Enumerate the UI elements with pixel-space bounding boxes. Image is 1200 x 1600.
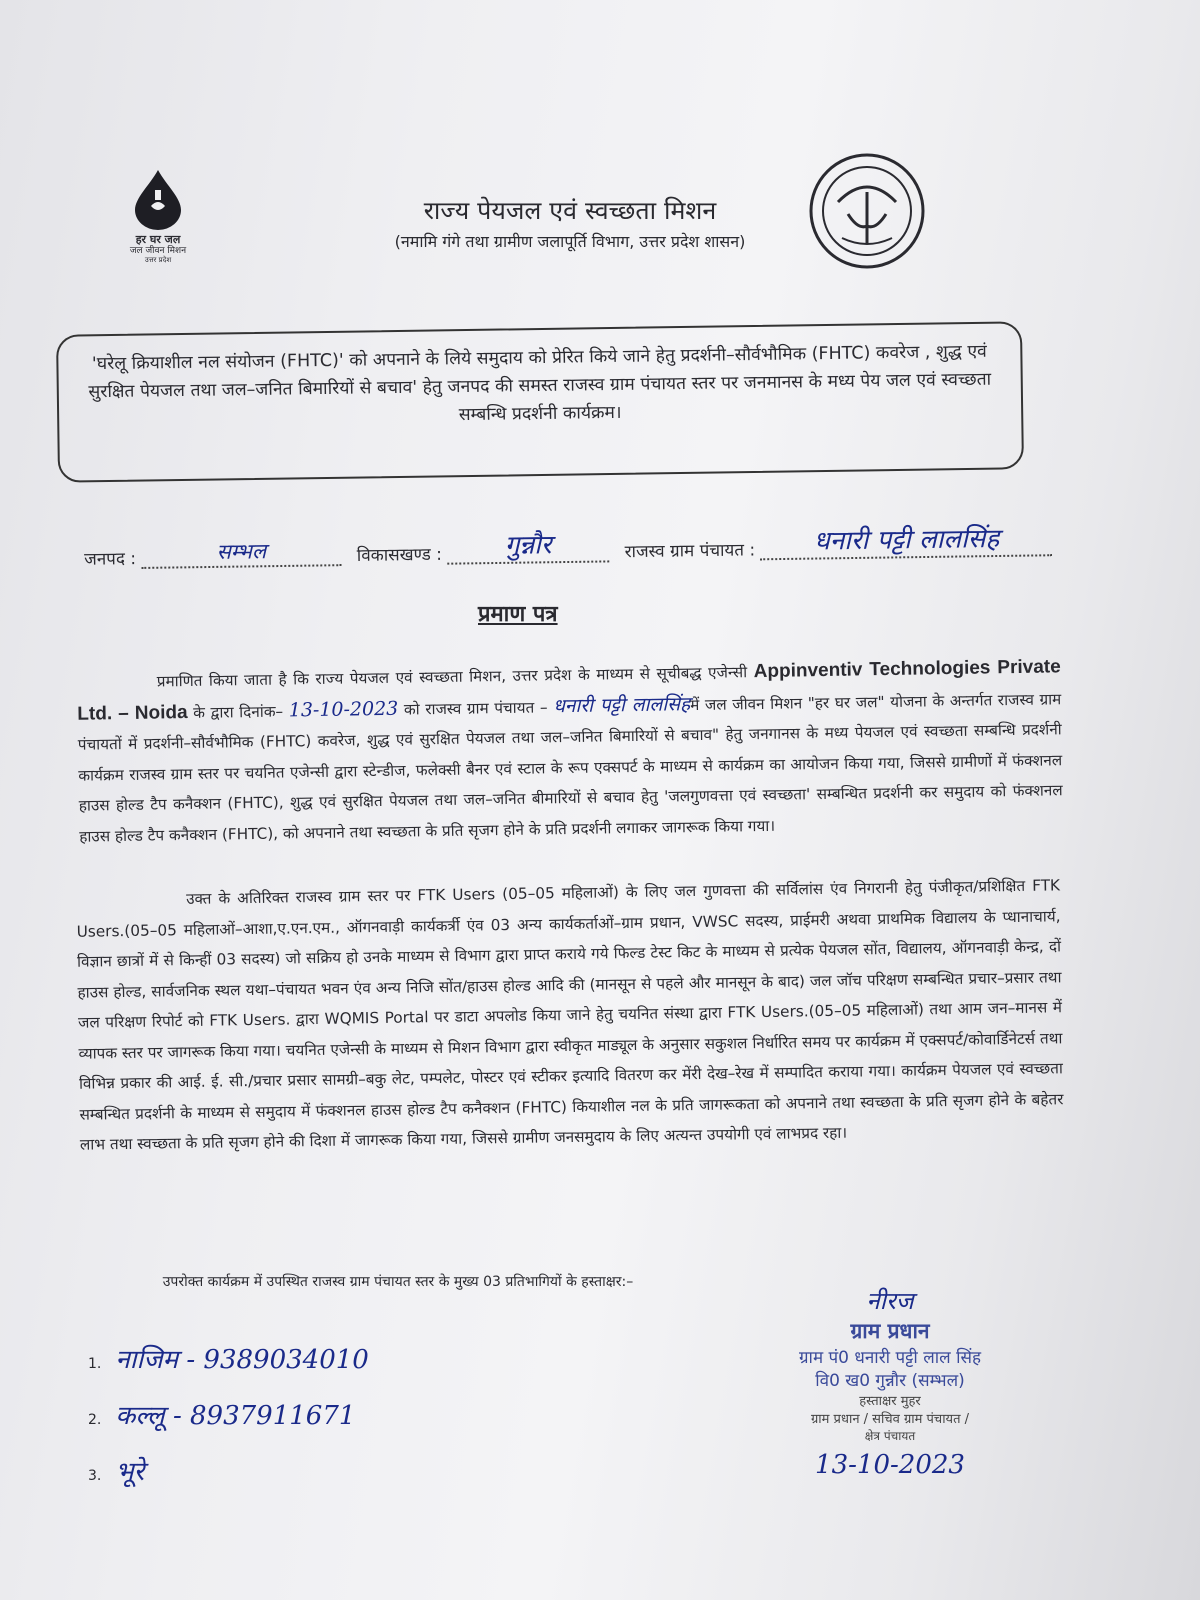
- logo-line-1: हर घर जल: [135, 233, 181, 246]
- stamp-line-1: ग्राम प्रधान: [850, 1319, 930, 1343]
- stamp-line-5: ग्राम प्रधान / सचिव ग्राम पंचायत /: [810, 1412, 970, 1427]
- signature-number: 3.: [88, 1468, 102, 1484]
- stamp-date: 13-10-2023: [815, 1450, 965, 1480]
- para1-panchayat: धनारी पट्टी लालसिंह: [552, 692, 691, 717]
- signature-row: [88, 1340, 369, 1376]
- stamp-line-2: ग्राम पं0 धनारी पट्टी लाल सिंह: [798, 1348, 982, 1368]
- para2-text: उक्त के अतिरिक्त राजस्व ग्राम स्तर पर FTK Users (05–05 महिलाओं) के लिए जल गुणवत्ता की सर्विलांस एंव निगरानी हेतु पंजीकृत/प्रशिक्षित FTK Users.(05–05 महिलाओं–आशा,ए.एन.एम., ऑगनवाड़ी कार्यकर्त्री एंव 03 अन्य कार्यकर्ताओं–ग्राम प्रधान, VWSC सदस्य, प्राईमरी अथवा प्राथमिक विद्यालय के प्धानाचार्य, विज्ञान छात्रों में से किन्हीं 03 सदस्य) जो सक्रिय हो उनके माध्यम से विभाग द्वारा प्राप्त कराये गये फिल्ड टेस्ट किट के माध्यम से प्रत्येक पेयजल सोंत, विद्यालय, ऑगनवाड़ी केन्द्र, दों हाउस होल्ड, सार्वजनिक स्थल यथा–पंचायत भवन एंव अन्य निजि सोंत/हाउस होल्ड आदि की (मानसून से पहले और मानसून के बाद) जल जॉच परिक्षण सम्बन्धित प्रचार–प्रसार तथा जल परिक्षण रिपोर्ट को FTK Users. द्वारा WQMIS Portal पर डाटा अपलोड किया जाने हेतु चयनित संस्था द्वारा FTK Users.(05–05 महिलाओं) तथा आम जन–मानस में व्यापक स्तर पर जागरूक किया गया। चयनित एजेन्सी के माध्यम से मिशन विभाग द्वारा स्वीकृत माड्यूल के अनुसार सकुशल निर्धारित समय पर कार्यक्रम में एक्सपर्ट/कोवार्डिनेटर्स तथा विभिन्न प्रकार की आई. ई. सी./प्रचार प्रसार सामग्री–बकु लेट, पम्पलेट, पोस्टर एवं स्टीकर इत्यादि वितरण कर मेंरी देख–रेख में सम्पादित कराया गया। कार्यक्रम पेयजल एवं स्वच्छता सम्बन्धित प्रदर्शनी के माध्यम से समुदाय में फंक्शनल हाउस होल्ड टैप कनैक्शन (FHTC) कियाशील नल के प्रति जागरूकता को अपनाने तथा स्वच्छता के प्रति सृजग होने के बहेतर लाभ तथा स्वच्छता के प्रति सृजग होने की दिशा में जागरूक किया गया, जिससे ग्रामीण जनसमुदाय के लिए अत्यन्त उपयोगी एवं लाभप्रद रहा।: [76, 876, 1064, 1154]
- signatures-heading: उपरोक्त कार्यक्रम में उपस्थित राजस्व ग्राम पंचायत स्तर के मुख्य 03 प्रतिभागियों के हस्ताक्षर:–: [162, 1274, 634, 1290]
- signature-row: [88, 1396, 355, 1432]
- stamp-line-6: क्षेत्र पंचायत: [864, 1429, 916, 1443]
- water-drop-icon: [129, 168, 187, 232]
- district-value: सम्भल: [141, 536, 341, 569]
- certificate-paragraph-1: [77, 652, 1064, 851]
- program-description-box: 'घरेलू क्रियाशील नल संयोजन (FHTC)' को अपनाने के लिये समुदाय को प्रेरित किये जाने हेतु प्रदर्शनी–सौर्वभौमिक (FHTC) कवरेज , शुद्ध एवं सुरक्षित पेयजल तथा जल–जनित बिमारियों से बचाव' हेतु जनपद की समस्त राजस्व ग्राम पंचायत स्तर पर जनमानस के मध्य पेय जल एवं स्वच्छता सम्बन्धि प्रदर्शनी कार्यक्रम।: [56, 321, 1024, 482]
- stamp-line-4: हस्ताक्षर मुहर: [859, 1394, 921, 1409]
- certificate-title: प्रमाण पत्र: [478, 602, 558, 627]
- signature-number: 2.: [88, 1412, 102, 1428]
- har-ghar-jal-logo: [108, 168, 208, 264]
- panchayat-label: राजस्व ग्राम पंचायत :: [624, 540, 756, 563]
- signature-row: [88, 1452, 144, 1488]
- para1-part4: में जल जीवन मिशन "हर घर जल" योजना के अन्तर्गत राजस्व ग्राम पंचायतों में प्रदर्शनी–सौर्वभौमिक (FHTC) कवरेज, शुद्ध एवं सुरक्षित पेयजल तथा जल–जनित बिमारियों से बचाव" हेतु जनगानस के मध्य पेयजल एवं स्वच्छता सम्बन्धि प्रदर्शनी कार्यक्रम राजस्व ग्राम स्तर पर चयनित एजेन्सी द्वारा स्टेन्डीज, फलेक्सी बैनर एवं स्टाल के रूप एक्सपर्ट के माध्यम से कार्यक्रम का आयोजन किया गया, जिससे ग्रामीणों में फंक्शनल हाउस होल्ड टैप कनैक्शन (FHTC), शुद्ध एवं सुरक्षित पेयजल तथा जल–जनित बीमारियों से बचाव हेतु 'जलगुणवत्ता एवं स्वच्छता' सम्बन्धित प्रदर्शनी कर समुदाय को फंक्शनल हाउस होल्ड टैप कनैक्शन (FHTC), को अपनाने तथा स्वच्छता के प्रति सृजग होने के प्रति प्रदर्शनी लगाकर जागरूक किया गया।: [77, 689, 1063, 846]
- signature-value: भूरे: [115, 1457, 145, 1487]
- mission-title: राज्य पेयजल एवं स्वच्छता मिशन: [423, 196, 717, 225]
- signature-number: 1.: [88, 1356, 102, 1372]
- certificate-paragraph-2: [76, 870, 1064, 1160]
- program-date: 13-10-2023: [288, 697, 399, 721]
- signature-value: कल्लू - 8937911671: [115, 1401, 356, 1431]
- para1-part1: प्रमाणित किया जाता है कि राज्य पेयजल एवं स्वच्छता मिशन, उत्तर प्रदेश के माध्यम से सूचीबद्ध एजेन्सी: [156, 663, 748, 691]
- para1-part3: को राजस्व ग्राम पंचायत –: [403, 697, 548, 719]
- district-label: जनपद :: [84, 549, 137, 570]
- panchayat-value: धनारी पट्टी लालसिंह: [760, 518, 1053, 560]
- mission-subtitle: (नमामि गंगे तथा ग्रामीण जलापूर्ति विभाग, उत्तर प्रदेश शासन): [394, 232, 746, 251]
- block-value: गुन्नौर: [447, 524, 610, 564]
- para1-part2: के द्वारा दिनांक–: [193, 702, 284, 722]
- pradhan-stamp: [735, 1284, 1045, 1480]
- logo-line-2: जल जीवन मिशन: [129, 246, 187, 256]
- block-label: विकासखण्ड :: [356, 544, 442, 566]
- logo-line-3: उत्तर प्रदेश: [144, 256, 172, 264]
- agency-name: Appinventiv Technologies Private Ltd. – Noida: [77, 656, 1061, 725]
- location-fields: [84, 516, 1194, 569]
- stamp-line-3: वि0 ख0 गुन्नौर (सम्भल): [815, 1371, 965, 1391]
- pradhan-signature: नीरज: [866, 1287, 914, 1315]
- signature-value: नाजिम - 9389034010: [115, 1345, 369, 1375]
